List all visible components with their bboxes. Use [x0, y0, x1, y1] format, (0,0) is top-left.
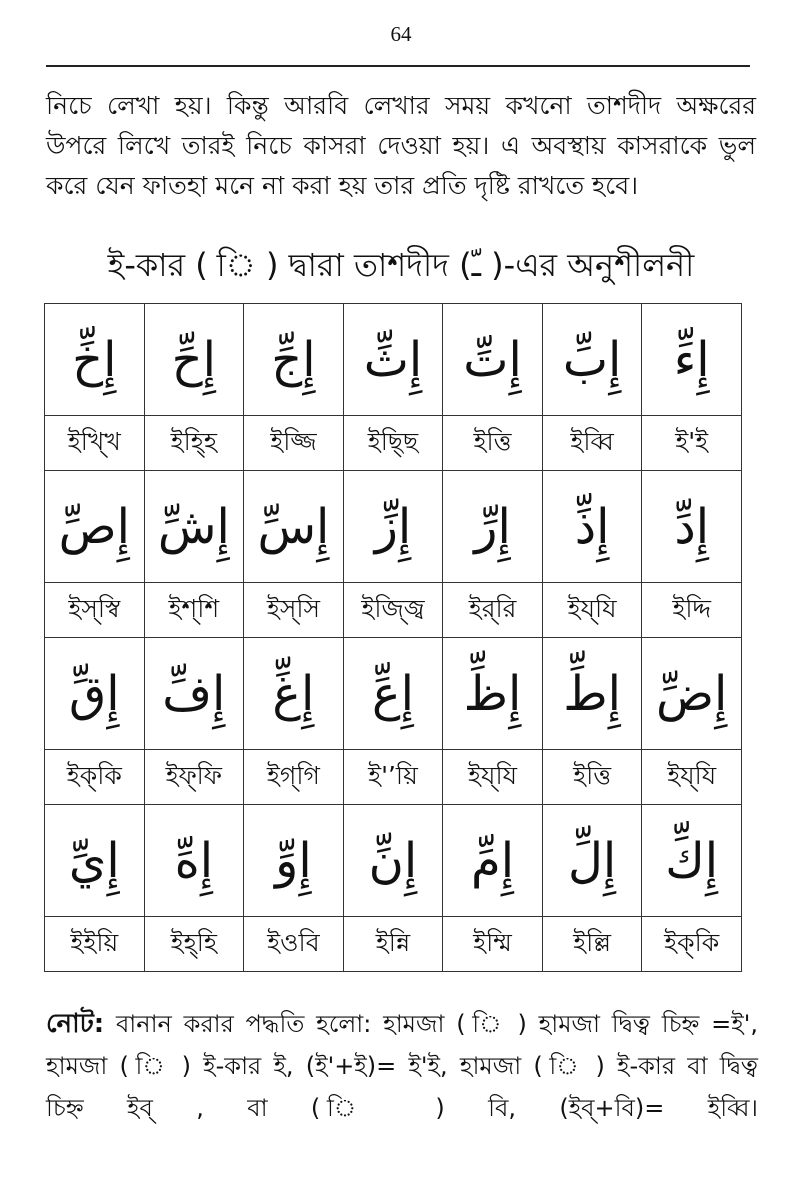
arabic-row	[45, 805, 742, 917]
pronunciation-cell	[343, 416, 443, 471]
arabic-row	[45, 304, 742, 416]
pronunciation-text: ইন্নি	[375, 927, 411, 957]
pronunciation-cell	[45, 750, 145, 805]
pronunciation-text: ইখ্খি	[67, 426, 121, 456]
pronunciation-cell	[443, 583, 543, 638]
arabic-letter: إِلِّ	[567, 832, 617, 889]
arabic-cell	[343, 805, 443, 917]
arabic-cell	[343, 471, 443, 583]
practice-table	[44, 303, 742, 972]
pronunciation-cell	[244, 917, 344, 972]
arabic-cell	[542, 471, 642, 583]
arabic-cell	[45, 304, 145, 416]
pronunciation-text: ইল্লি	[573, 927, 612, 957]
arabic-letter: إِدِّ	[674, 498, 710, 555]
arabic-letter: إِتِّ	[463, 331, 522, 388]
intro-line: করে যেন ফাতহা মনে না করা হয় তার প্রতি দৃষ্টি রাখতে হবে।	[46, 171, 639, 200]
pronunciation-text: ইজ্জি	[270, 426, 317, 456]
arabic-cell	[443, 638, 543, 750]
pronunciation-cell	[542, 416, 642, 471]
pronunciation-text: ইশ্‌শি	[168, 593, 220, 623]
pronunciation-cell	[642, 750, 742, 805]
pronunciation-text: ইফ্‌ফি	[165, 760, 223, 790]
pronunciation-cell	[443, 416, 543, 471]
pronunciation-text: ইয্‌যি	[468, 760, 518, 790]
pronunciation-text: ইক্‌কি	[664, 927, 720, 957]
arabic-row	[45, 471, 742, 583]
arabic-cell	[244, 805, 344, 917]
pronunciation-row	[45, 416, 742, 471]
pronunciation-text: ইত্তি	[473, 426, 512, 456]
arabic-cell	[144, 304, 244, 416]
arabic-letter: إِطِّ	[563, 665, 621, 722]
pronunciation-cell	[144, 583, 244, 638]
pronunciation-text: ইয্‌যি	[567, 593, 617, 623]
arabic-letter: إِبِّ	[562, 331, 622, 388]
arabic-cell	[443, 805, 543, 917]
arabic-cell	[45, 471, 145, 583]
pronunciation-text: ই'’য়ি	[368, 760, 418, 790]
arabic-cell	[45, 805, 145, 917]
pronunciation-cell	[244, 416, 344, 471]
pronunciation-cell	[244, 583, 344, 638]
pronunciation-cell	[144, 416, 244, 471]
pronunciation-text: ইত্তি	[573, 760, 612, 790]
arabic-letter: إِثِّ	[363, 331, 423, 388]
note-line	[46, 1003, 758, 1045]
pronunciation-text: ইদ্দি	[672, 593, 712, 623]
intro-line: উপরে লিখে তারই নিচে কাসরা দেওয়া হয়। এ অবস্থায় কাসরাকে ভুল	[46, 131, 756, 160]
pronunciation-text: ইগ্‌গি	[266, 760, 320, 790]
arabic-cell	[443, 471, 543, 583]
pronunciation-row	[45, 750, 742, 805]
pronunciation-cell	[45, 917, 145, 972]
arabic-cell	[542, 638, 642, 750]
pronunciation-text: ইওবি	[267, 927, 320, 957]
arabic-cell	[343, 638, 443, 750]
arabic-letter: إِكِّ	[665, 832, 719, 889]
page-number: 64	[390, 22, 412, 46]
note-section	[46, 1003, 758, 1129]
pronunciation-text: ইক্‌কি	[66, 760, 122, 790]
arabic-letter: إِغِّ	[272, 665, 315, 722]
arabic-letter: إِقِّ	[68, 665, 120, 722]
arabic-cell	[244, 471, 344, 583]
pronunciation-cell	[542, 583, 642, 638]
arabic-cell	[642, 638, 742, 750]
pronunciation-cell	[542, 917, 642, 972]
pronunciation-text: ইইয়ি	[70, 927, 119, 957]
pronunciation-row	[45, 583, 742, 638]
note-line: হামজা ( ি ) ই-কার ই, (ই'+ই)= ই'ই, হামজা ( ি ) ই-কার বা দ্বিত্ব	[46, 1052, 758, 1080]
note-line: চিহ্ন ইব্ , বা ( ি ) বি, (ইব্+বি)= ইব্বি।	[46, 1094, 758, 1122]
intro-paragraph	[46, 86, 756, 206]
arabic-letter: إِءِّ	[673, 331, 710, 388]
note-label: নোট:	[46, 1009, 105, 1039]
pronunciation-cell	[45, 583, 145, 638]
pronunciation-cell	[542, 750, 642, 805]
pronunciation-cell	[443, 917, 543, 972]
arabic-cell	[542, 304, 642, 416]
pronunciation-text: ইয্‌যি	[667, 760, 717, 790]
arabic-cell	[45, 638, 145, 750]
arabic-cell	[542, 805, 642, 917]
arabic-cell	[144, 471, 244, 583]
pronunciation-text: ইর্‌রি	[468, 593, 517, 623]
arabic-letter: إِسِّ	[257, 498, 330, 555]
pronunciation-cell	[642, 917, 742, 972]
arabic-letter: إِظِّ	[463, 665, 522, 722]
pronunciation-text: ইছ্ছি	[367, 426, 419, 456]
arabic-letter: إِوِّ	[275, 832, 312, 889]
arabic-letter: إِذِّ	[574, 498, 610, 555]
arabic-cell	[642, 805, 742, 917]
pronunciation-text: ইজ্জ্বি	[361, 593, 425, 623]
arabic-letter: إِرِّ	[474, 498, 511, 555]
arabic-letter: إِزِّ	[374, 498, 412, 555]
pronunciation-cell	[244, 750, 344, 805]
pronunciation-cell	[45, 416, 145, 471]
arabic-cell	[144, 638, 244, 750]
arabic-letter: إِهِّ	[174, 832, 214, 889]
pronunciation-cell	[144, 750, 244, 805]
arabic-cell	[244, 638, 344, 750]
note-text: বানান করার পদ্ধতি হলো: হামজা ( ি ) হামজা দ্বিত্ব চিহ্ন =ই',	[104, 1010, 758, 1038]
section-heading: ই-কার ( ি ) দ্বারা তাশদীদ (ـّ )-এর অনুশীলনী	[107, 246, 695, 284]
arabic-letter: إِفِّ	[162, 665, 226, 722]
arabic-letter: إِضِّ	[656, 665, 728, 722]
pronunciation-text: ই'ই	[675, 426, 709, 456]
pronunciation-row	[45, 917, 742, 972]
arabic-cell	[244, 304, 344, 416]
arabic-letter: إِخِّ	[72, 331, 117, 388]
arabic-letter: إِنِّ	[368, 832, 418, 889]
arabic-letter: إِحِّ	[171, 331, 216, 388]
arabic-letter: إِعِّ	[371, 665, 414, 722]
pronunciation-cell	[343, 583, 443, 638]
arabic-cell	[443, 304, 543, 416]
pronunciation-cell	[144, 917, 244, 972]
arabic-cell	[642, 304, 742, 416]
arabic-cell	[343, 304, 443, 416]
header-rule	[46, 65, 750, 67]
pronunciation-text: ইম্মি	[473, 927, 512, 957]
pronunciation-cell	[343, 750, 443, 805]
arabic-cell	[642, 471, 742, 583]
pronunciation-cell	[642, 416, 742, 471]
pronunciation-cell	[642, 583, 742, 638]
pronunciation-cell	[343, 917, 443, 972]
pronunciation-text: ইহ্হি	[170, 426, 218, 456]
pronunciation-cell	[443, 750, 543, 805]
pronunciation-text: ইস্‌সি	[266, 593, 320, 623]
pronunciation-text: ইস্‌স্বি	[68, 593, 121, 623]
arabic-cell	[144, 805, 244, 917]
arabic-letter: إِيِّ	[68, 832, 120, 889]
arabic-letter: إِجِّ	[271, 331, 316, 388]
arabic-row	[45, 638, 742, 750]
intro-line: নিচে লেখা হয়। কিন্তু আরবি লেখার সময় কখনো তাশদীদ অক্ষরের	[46, 91, 756, 120]
pronunciation-text: ইহ্‌হি	[170, 927, 218, 957]
pronunciation-text: ইব্বি	[570, 426, 614, 456]
arabic-letter: إِشِّ	[157, 498, 230, 555]
arabic-letter: إِمِّ	[471, 832, 515, 889]
arabic-letter: إِصِّ	[58, 498, 130, 555]
